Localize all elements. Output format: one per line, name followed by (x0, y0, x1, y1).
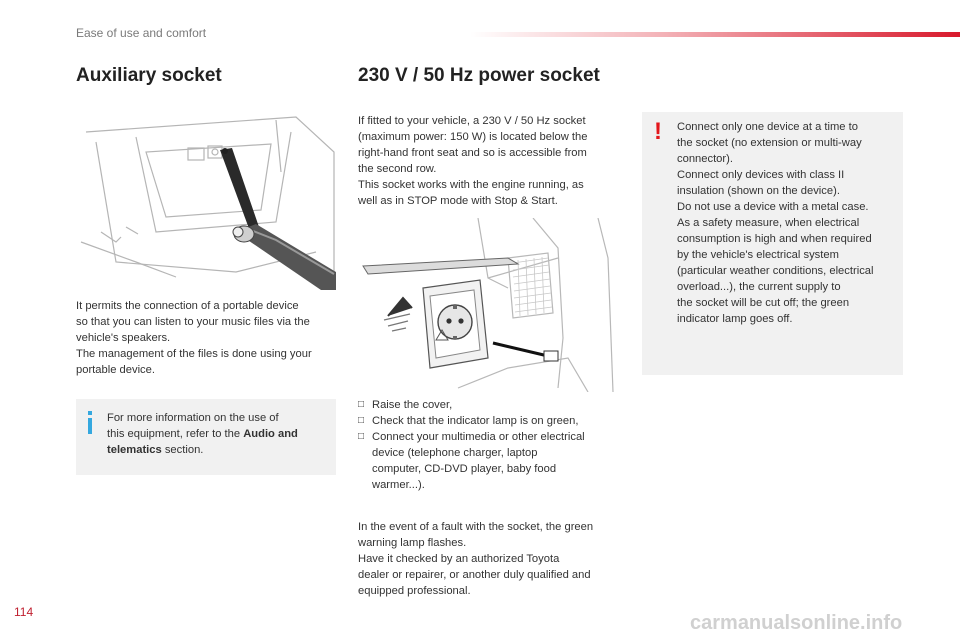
power-socket-intro (358, 113, 624, 209)
warning-box (642, 112, 903, 375)
checkbox-bullet-icon: □ (358, 399, 365, 410)
paragraph-line: dealer or repairer, or another duly qualified and (358, 569, 591, 581)
fault-paragraph (358, 519, 624, 599)
checkbox-bullet-icon: □ (358, 431, 365, 442)
warning-line: consumption is high and when required (677, 233, 872, 245)
power-socket-title: 230 V / 50 Hz power socket (358, 65, 600, 86)
info-bold-text: Audio and (243, 428, 298, 440)
step-continuation: computer, CD-DVD player, baby food (372, 463, 557, 475)
paragraph-line: Have it checked by an authorized Toyota (358, 553, 560, 565)
paragraph-line: warning lamp flashes. (358, 537, 467, 549)
info-text (107, 410, 298, 458)
warning-line: Do not use a device with a metal case. (677, 201, 869, 213)
paragraph-line: so that you can listen to your music files via the (76, 316, 310, 328)
paragraph-line: If fitted to your vehicle, a 230 V / 50 Hz socket (358, 115, 586, 127)
info-line: section. (161, 444, 204, 456)
paragraph-line: right-hand front seat and so is accessible from (358, 147, 587, 159)
warning-line: insulation (shown on the device). (677, 185, 840, 197)
auxiliary-socket-illustration (76, 112, 336, 290)
paragraph-line: This socket works with the engine running, as (358, 179, 584, 191)
warning-line: the socket will be cut off; the green (677, 297, 850, 309)
step-item: □ Check that the indicator lamp is on green, (358, 415, 579, 427)
info-line: this equipment, refer to the (107, 428, 244, 440)
paragraph-line: (maximum power: 150 W) is located below the (358, 131, 588, 143)
warning-line: As a safety measure, when electrical (677, 217, 860, 229)
section-header: Ease of use and comfort (76, 26, 207, 40)
auxiliary-socket-paragraph (76, 298, 342, 378)
paragraph-line: equipped professional. (358, 585, 471, 597)
warning-line: by the vehicle's electrical system (677, 249, 839, 261)
paragraph-line: The management of the files is done using your (76, 348, 312, 360)
warning-line: indicator lamp goes off. (677, 313, 793, 325)
info-line: For more information on the use of (107, 412, 279, 424)
step-item: □ Connect your multimedia or other electrical (358, 431, 585, 443)
step-continuation: device (telephone charger, laptop (372, 447, 538, 459)
paragraph-line: portable device. (76, 364, 155, 376)
warning-line: (particular weather conditions, electrical (677, 265, 874, 277)
checkbox-bullet-icon: □ (358, 415, 365, 426)
warning-exclamation-icon: ! (654, 118, 662, 145)
power-socket-illustration (358, 218, 620, 392)
info-icon (88, 411, 92, 434)
header-accent-bar (470, 32, 960, 37)
paragraph-line: It permits the connection of a portable device (76, 300, 299, 312)
paragraph-line: In the event of a fault with the socket, the green (358, 521, 594, 533)
paragraph-line: the second row. (358, 163, 437, 175)
auxiliary-socket-title: Auxiliary socket (76, 65, 222, 86)
warning-line: overload...), the current supply to (677, 281, 841, 293)
info-bold-text: telematics (107, 444, 162, 456)
warning-text (677, 119, 874, 327)
warning-line: the socket (no extension or multi-way (677, 137, 862, 149)
step-continuation: warmer...). (372, 479, 425, 491)
warning-line: connector). (677, 153, 733, 165)
paragraph-line: well as in STOP mode with Stop & Start. (358, 195, 558, 207)
info-box (76, 399, 336, 475)
power-socket-steps (358, 397, 624, 493)
warning-line: Connect only one device at a time to (677, 121, 858, 133)
warning-line: Connect only devices with class II (677, 169, 845, 181)
page-number: 114 (14, 605, 34, 619)
paragraph-line: vehicle's speakers. (76, 332, 171, 344)
watermark: carmanualsonline.info (690, 612, 903, 634)
step-item: □ Raise the cover, (358, 399, 453, 411)
